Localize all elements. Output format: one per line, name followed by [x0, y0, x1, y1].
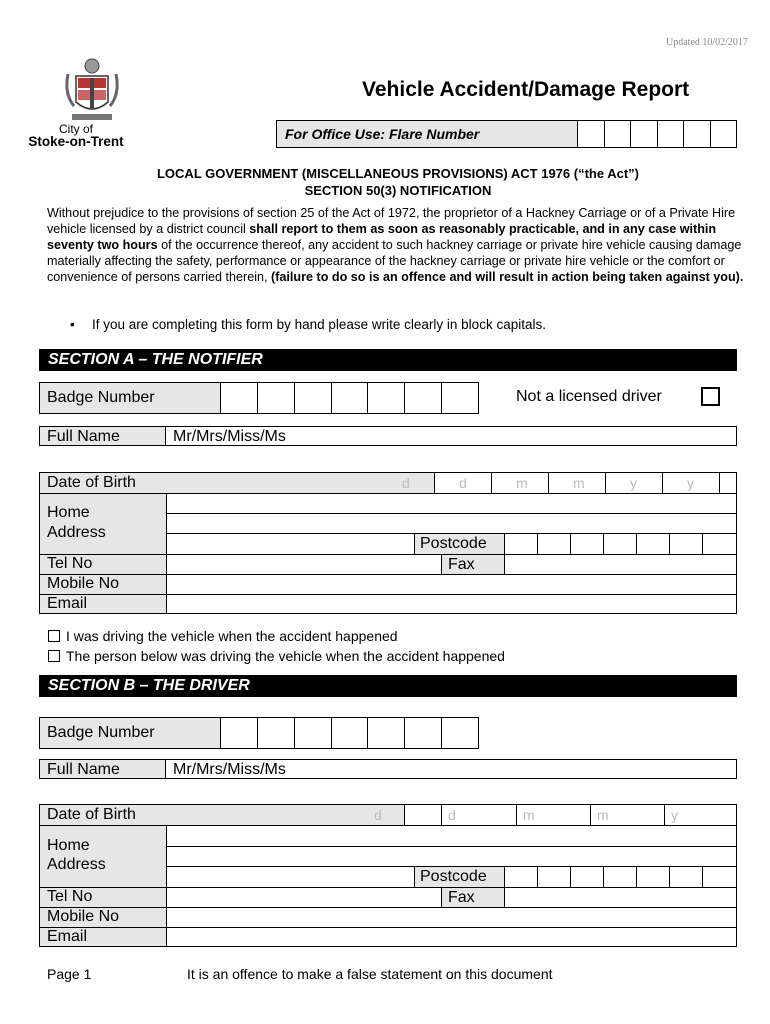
- cell-divider: [719, 473, 720, 493]
- postcode-label: Postcode: [420, 535, 487, 552]
- row-divider: [166, 513, 736, 514]
- cell-divider: [504, 866, 505, 907]
- office-use-label: For Office Use: Flare Number: [285, 126, 480, 142]
- flare-number-cell[interactable]: [710, 121, 737, 147]
- cell-divider: [404, 805, 405, 825]
- act-title: LOCAL GOVERNMENT (MISCELLANEOUS PROVISIONS) ACT 1976 (“the Act”): [156, 166, 639, 181]
- cell-divider: [669, 533, 670, 554]
- flare-number-cell[interactable]: [683, 121, 710, 147]
- cell-divider: [441, 887, 442, 907]
- dob-grey-area: [166, 805, 404, 825]
- row-divider: [40, 574, 736, 575]
- dob-day-placeholder[interactable]: d: [402, 475, 410, 491]
- flare-number-cell[interactable]: [577, 121, 604, 147]
- row-divider: [40, 825, 736, 826]
- cell-divider: [570, 866, 571, 887]
- badge-number-cell[interactable]: [220, 718, 257, 748]
- badge-number-cell[interactable]: [257, 718, 294, 748]
- full-name-field[interactable]: Mr/Mrs/Miss/Ms: [173, 428, 286, 445]
- dob-year-placeholder[interactable]: y: [687, 475, 694, 491]
- intro-paragraph: [47, 205, 744, 285]
- false-statement-warning: It is an offence to make a false statement on this document: [187, 966, 553, 982]
- instruction-bullet: [70, 317, 546, 332]
- city-logo-text: [26, 123, 126, 149]
- dob-day-placeholder[interactable]: d: [374, 807, 382, 823]
- full-name-field[interactable]: Mr/Mrs/Miss/Ms: [173, 761, 286, 778]
- cell-divider: [516, 805, 517, 825]
- option-checkbox[interactable]: [48, 630, 60, 642]
- city-crest-logo: [62, 54, 122, 124]
- dob-month-placeholder[interactable]: m: [523, 807, 535, 823]
- cell-divider: [702, 866, 703, 887]
- badge-number-cell[interactable]: [331, 718, 368, 748]
- city-small-text: City of: [58, 122, 93, 136]
- dob-label: Date of Birth: [47, 806, 136, 823]
- dob-year-placeholder[interactable]: y: [671, 807, 678, 823]
- cell-divider: [414, 533, 415, 554]
- badge-number-label: Badge Number: [40, 718, 220, 748]
- badge-number-cell[interactable]: [441, 718, 478, 748]
- mobile-label: Mobile No: [47, 908, 120, 925]
- not-licensed-checkbox[interactable]: [701, 387, 720, 406]
- intro-text: of the occurrence thereof, any accident to such hackney carriage or private hire vehicle causing damage materially affecting the safety, performance or appearance of the hackney carriage or private hire vehicle or the comfort or convenience of persons carried therein,: [47, 238, 742, 284]
- intro-bold-text: (failure to do so is an offence and will result in action being taken against you).: [271, 270, 744, 284]
- act-section: SECTION 50(3) NOTIFICATION: [304, 183, 492, 198]
- dob-day-placeholder[interactable]: d: [448, 807, 456, 823]
- section-b-full-name-row: [39, 759, 737, 779]
- cell-divider: [702, 533, 703, 554]
- section-a-full-name-row: [39, 426, 737, 446]
- intro-bold-text: shall report to them as soon as reasonably practicable, and in any case within seventy two hours: [47, 222, 717, 252]
- badge-number-cell[interactable]: [294, 718, 331, 748]
- cell-divider: [504, 533, 505, 574]
- cell-divider: [548, 473, 549, 493]
- row-divider: [40, 887, 736, 888]
- row-divider: [166, 846, 736, 847]
- section-b-heading: SECTION B – THE DRIVER: [39, 675, 737, 697]
- option-checkbox[interactable]: [48, 650, 60, 662]
- postcode-label: Postcode: [420, 868, 487, 885]
- badge-number-cell[interactable]: [404, 718, 441, 748]
- section-b-badge-row: [39, 717, 479, 749]
- full-name-label: Full Name: [40, 760, 166, 778]
- row-divider: [40, 907, 736, 908]
- dob-year-placeholder[interactable]: y: [630, 475, 637, 491]
- row-divider: [40, 554, 736, 555]
- email-label: Email: [47, 595, 88, 612]
- cell-divider: [603, 533, 604, 554]
- dob-month-placeholder[interactable]: m: [597, 807, 609, 823]
- dob-label: Date of Birth: [47, 474, 136, 491]
- address-label: Address: [47, 856, 106, 873]
- row-divider: [40, 927, 736, 928]
- badge-number-cell[interactable]: [441, 383, 478, 413]
- dob-month-placeholder[interactable]: m: [573, 475, 585, 491]
- row-divider: [40, 493, 736, 494]
- dob-grey-area: [166, 473, 434, 493]
- cell-divider: [636, 866, 637, 887]
- page-number: Page 1: [47, 966, 92, 982]
- badge-number-cell[interactable]: [367, 383, 404, 413]
- flare-number-cell[interactable]: [630, 121, 657, 147]
- cell-divider: [441, 554, 442, 574]
- mobile-label: Mobile No: [47, 575, 120, 592]
- flare-number-cell[interactable]: [604, 121, 631, 147]
- cell-divider: [537, 533, 538, 554]
- badge-number-cell[interactable]: [404, 383, 441, 413]
- bullet-icon: •: [70, 317, 75, 332]
- cell-divider: [605, 473, 606, 493]
- section-a-heading: SECTION A – THE NOTIFIER: [39, 349, 737, 371]
- cell-divider: [441, 805, 442, 825]
- flare-number-cell[interactable]: [657, 121, 684, 147]
- option-i-was-driving[interactable]: [48, 628, 398, 644]
- full-name-label: Full Name: [40, 427, 166, 445]
- badge-number-label: Badge Number: [40, 383, 220, 413]
- cell-divider: [590, 805, 591, 825]
- not-licensed-label: Not a licensed driver: [516, 388, 662, 405]
- cell-divider: [434, 473, 435, 493]
- badge-number-cell[interactable]: [257, 383, 294, 413]
- badge-number-cell[interactable]: [331, 383, 368, 413]
- cell-divider: [537, 866, 538, 887]
- section-a-badge-row: [39, 382, 479, 414]
- fax-label: Fax: [448, 889, 475, 906]
- home-label: Home: [47, 504, 90, 521]
- home-label: Home: [47, 837, 90, 854]
- option-person-below-driving[interactable]: [48, 648, 505, 664]
- cell-divider: [570, 533, 571, 554]
- section-a-details-grid: [39, 472, 737, 614]
- section-b-details-grid: [39, 804, 737, 947]
- city-name-text: Stoke-on-Trent: [28, 134, 124, 149]
- row-divider: [40, 594, 736, 595]
- dob-month-placeholder[interactable]: m: [516, 475, 528, 491]
- tel-label: Tel No: [47, 555, 93, 572]
- cell-divider: [662, 473, 663, 493]
- option-label: The person below was driving the vehicle when the accident happened: [66, 648, 505, 664]
- act-heading: [48, 165, 748, 199]
- dob-day-placeholder[interactable]: d: [459, 475, 467, 491]
- cell-divider: [669, 866, 670, 887]
- instruction-text: If you are completing this form by hand please write clearly in block capitals.: [92, 317, 546, 332]
- page-title: Vehicle Accident/Damage Report: [362, 78, 690, 101]
- address-label: Address: [47, 524, 106, 541]
- cell-divider: [603, 866, 604, 887]
- cell-divider: [664, 805, 665, 825]
- badge-number-cell[interactable]: [367, 718, 404, 748]
- option-label: I was driving the vehicle when the accident happened: [66, 628, 398, 644]
- updated-date: Updated 10/02/2017: [666, 37, 748, 48]
- intro-text: Without prejudice to the provisions of section 25 of the Act of 1972, the proprietor of a Hackney Carriage or of a Private Hire vehicle licensed by a district council: [47, 206, 736, 236]
- cell-divider: [414, 866, 415, 887]
- cell-divider: [491, 473, 492, 493]
- badge-number-cell[interactable]: [294, 383, 331, 413]
- email-label: Email: [47, 928, 88, 945]
- fax-label: Fax: [448, 556, 475, 573]
- badge-number-cell[interactable]: [220, 383, 257, 413]
- office-use-flare-number: [276, 120, 737, 148]
- cell-divider: [636, 533, 637, 554]
- tel-label: Tel No: [47, 888, 93, 905]
